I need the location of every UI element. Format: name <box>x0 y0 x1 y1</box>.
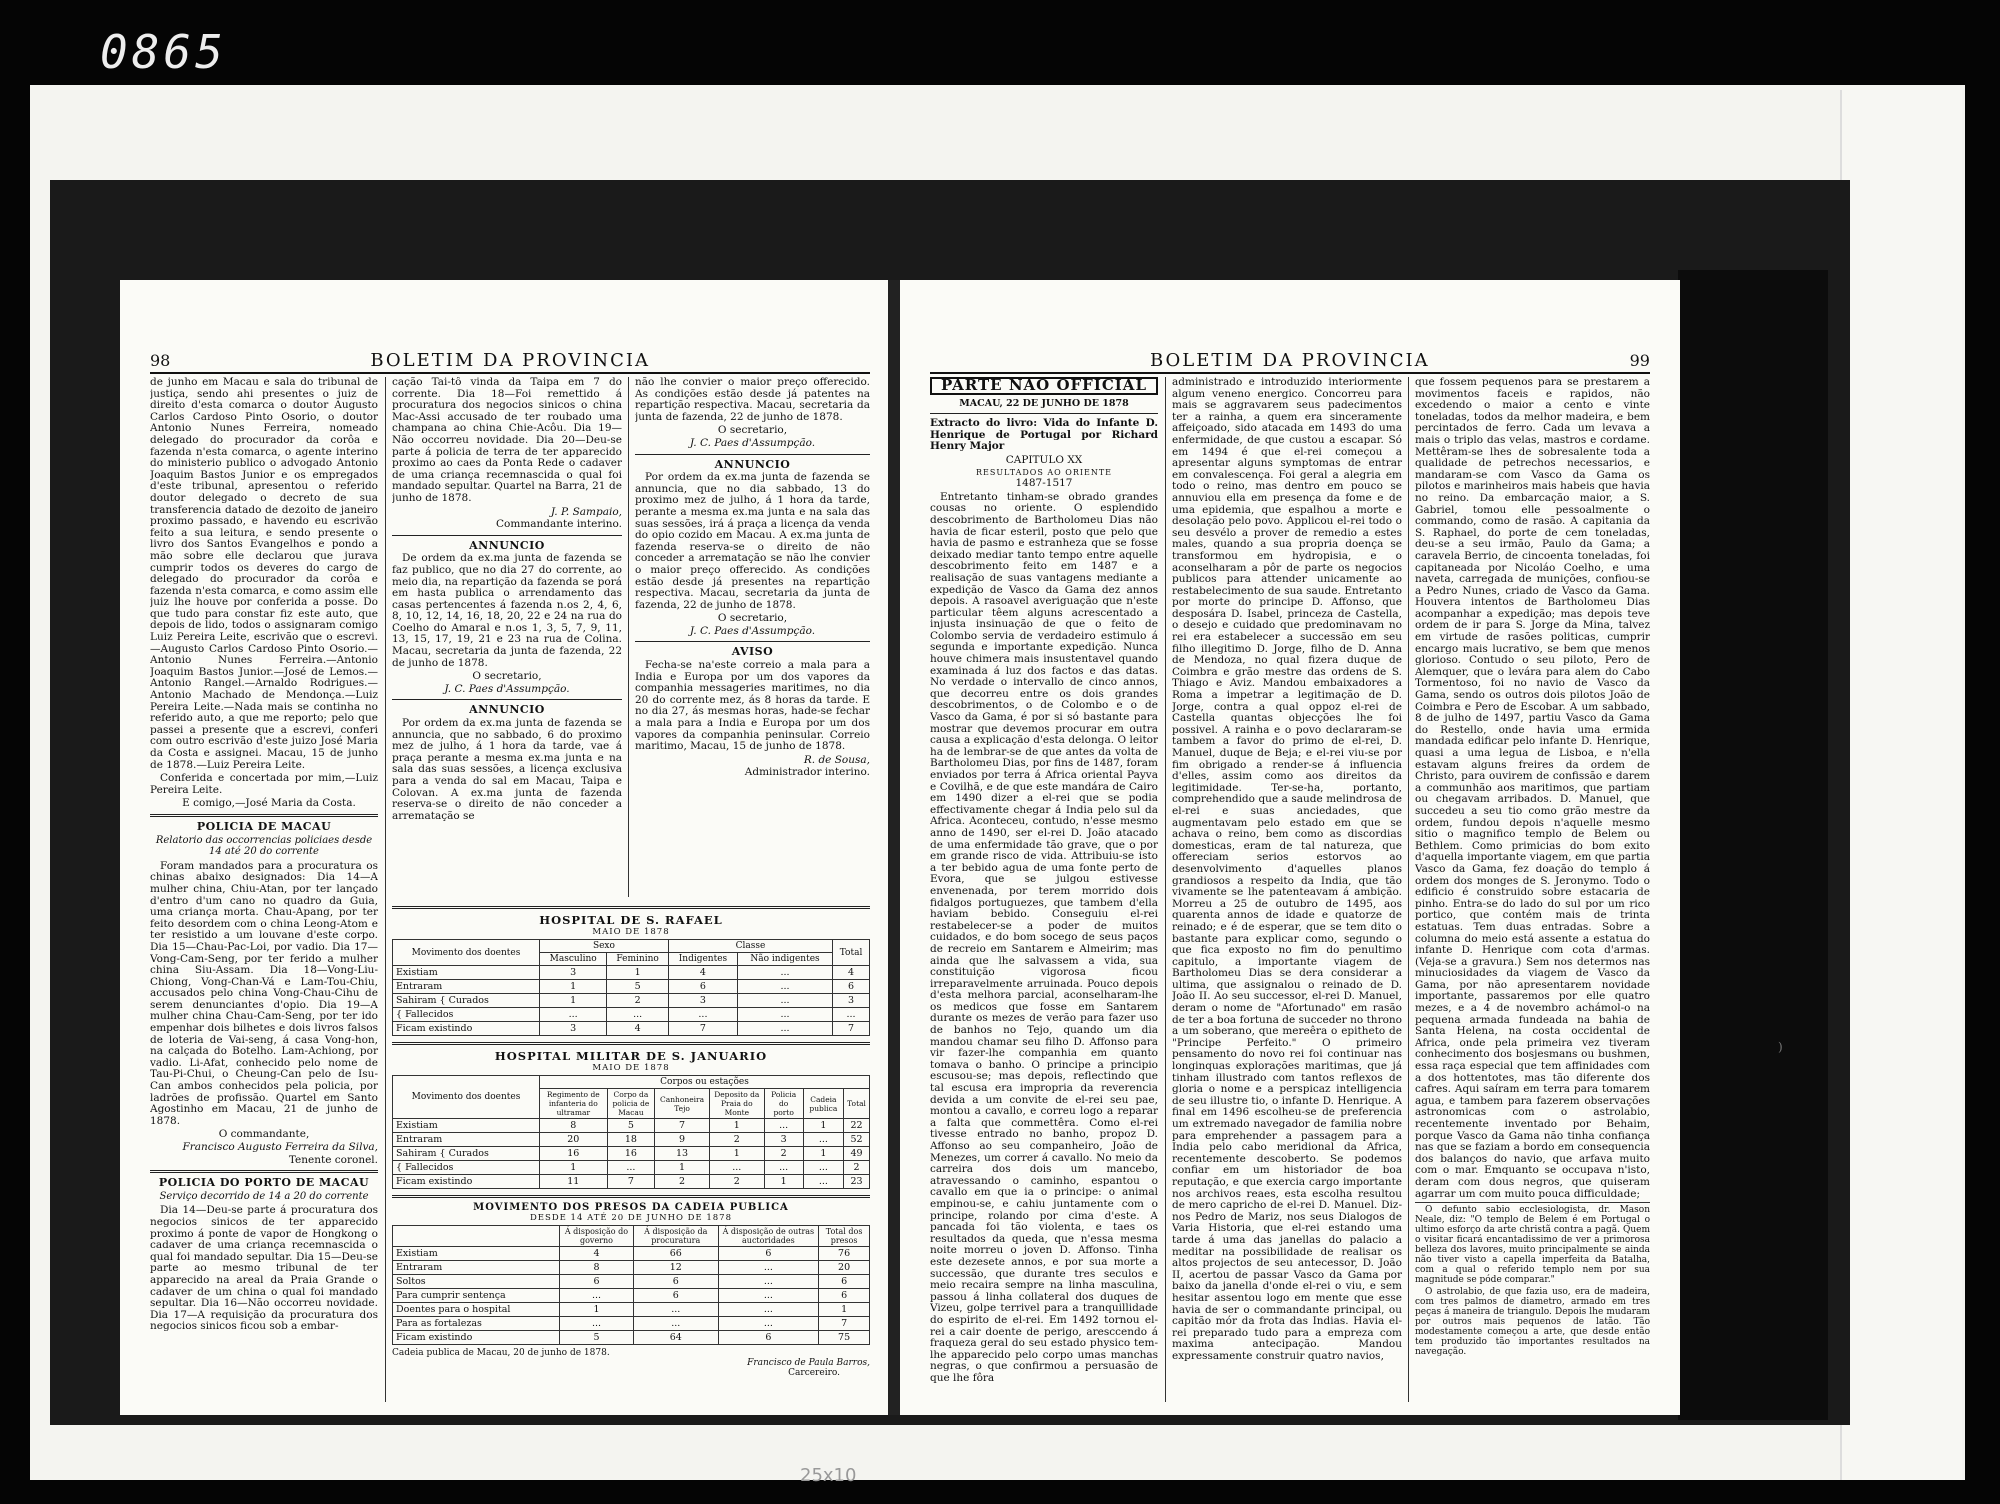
cadeia-cell: ... <box>633 1317 718 1331</box>
footnotes <box>1415 1202 1650 1357</box>
table-row <box>393 1303 870 1317</box>
hosp1-cell: ... <box>737 1008 832 1022</box>
hosp2-cell: 2 <box>709 1175 764 1189</box>
extracto-title: Extracto do livro: Vida do Infante D. Henrique de Portugal por Richard Henry Major <box>930 417 1158 453</box>
dateline: MACAU, 22 DE JUNHO DE 1878 <box>959 397 1129 409</box>
porto-rank: Commandante interino. <box>496 518 622 531</box>
cadeia-cell: ... <box>718 1289 819 1303</box>
reel-number: 0865 <box>100 25 227 79</box>
cadeia-cell: 64 <box>633 1331 718 1345</box>
table-row <box>393 980 870 994</box>
cadeia-cell: 6 <box>633 1289 718 1303</box>
left-col-1 <box>150 377 378 1402</box>
cadeia-cell: 4 <box>560 1247 634 1261</box>
secretario-label: O secretario, <box>717 424 788 437</box>
parte-nao-official: PARTE NÃO OFFICIAL <box>930 377 1158 395</box>
hosp2-col-header: Policia do porto <box>764 1089 803 1119</box>
hosp1-subtitle: MAIO DE 1878 <box>592 927 670 937</box>
cadeia-col-header: Total dos presos <box>819 1226 870 1247</box>
hospital-rafael-block <box>392 902 870 1378</box>
th-nao-indigentes: Não indigentes <box>737 953 832 966</box>
hosp2-row-label: { Fallecidos <box>393 1161 540 1175</box>
hosp1-cell: 3 <box>833 994 870 1008</box>
hosp2-cell: 20 <box>540 1133 608 1147</box>
footnote-1: O defunto sabio ecclesiologista, dr. Mason Neale, diz: "O templo de Belem é em Portugal o ultimo esforço da arte christã contra a pagã. Quem o visitar ficará encantadissimo de ver a primorosa belleza dos lavores, muito principalmente se ainda não tiver visto a capella imperfeita da Batalha, com a qual o referido templo nem por sua magnitude se póde comparar." <box>1415 1205 1650 1286</box>
cadeia-row-label: Doentes para o hospital <box>393 1303 560 1317</box>
table-row <box>393 1289 870 1303</box>
table-row <box>393 1331 870 1345</box>
table-row <box>393 1275 870 1289</box>
hosp2-row-label: Entraram <box>393 1133 540 1147</box>
hosp2-col-header: Canhoneira Tejo <box>655 1089 710 1119</box>
column-rule <box>1408 377 1409 1402</box>
hosp1-cell: ... <box>737 994 832 1008</box>
left-col-2 <box>392 377 622 897</box>
hosp2-cell: 2 <box>764 1147 803 1161</box>
cadeia-cell: ... <box>633 1303 718 1317</box>
hosp1-cell: ... <box>737 980 832 994</box>
hosp2-cell: 23 <box>844 1175 870 1189</box>
hosp1-cell: ... <box>833 1008 870 1022</box>
left-col-3 <box>635 377 870 897</box>
bottom-ghost-label: 25x10 <box>800 1465 857 1486</box>
years: 1487-1517 <box>1015 477 1073 490</box>
table-row <box>393 1133 870 1147</box>
hosp2-cell: 1 <box>803 1147 844 1161</box>
edge-mark: ) <box>1778 1040 1783 1054</box>
hosp1-title: HOSPITAL DE S. RAFAEL <box>539 913 723 927</box>
cadeia-cell: 20 <box>819 1261 870 1275</box>
hosp2-cell: 7 <box>607 1175 655 1189</box>
hosp1-cell: 6 <box>668 980 737 994</box>
cadeia-col-header: Á disposição da procuratura <box>633 1226 718 1247</box>
hosp1-cell: ... <box>737 966 832 980</box>
table-row <box>393 1008 870 1022</box>
cadeia-col-header: Á disposição de outras auctoridades <box>718 1226 819 1247</box>
hosp2-col-header: Corpo da policia de Macau <box>607 1089 655 1119</box>
table-row <box>393 994 870 1008</box>
hosp2-cell: 1 <box>655 1161 710 1175</box>
hosp1-cell: 1 <box>540 980 607 994</box>
cadeia-subtitle: DESDE 14 ATÉ 20 DE JUNHO DE 1878 <box>529 1213 733 1223</box>
cadeia-row-label: Existiam <box>393 1247 560 1261</box>
secretario-label: O secretario, <box>717 612 788 625</box>
hosp2-cell: 1 <box>764 1175 803 1189</box>
policia-cmd: O commandante, <box>218 1128 310 1141</box>
th-classe: Classe <box>668 940 832 953</box>
annuncio-3-text: Por ordem da ex.ma junta de fazenda se annuncia, que no dia sabbado, 13 do proximo mez de julho, á 1 hora da tarde, perante a mesma ex.ma junta e na sala das suas sessões, irá á praça a licença da venda do opio cozido em Macau. A ex.ma junta de fazenda reserva-se o direito de não conceder a arrematação se não lhe convier o maior preço offerecido. As condições estão desde já presentes na repartição respectiva. Macau, secretaria da junta de fazenda, 22 de junho de 1878. <box>635 471 870 611</box>
th-movimento: Movimento dos doentes <box>393 940 540 966</box>
annuncio-2-text: Por ordem da ex.ma junta de fazenda se annuncia, que no sabbado, 6 do proximo mez de julho, á 1 hora da tarde, vae á praça perante a mesma ex.ma junta e na sala das suas sessões, a licença exclusiva para a venda do sal em Macau, Taipa e Colovan. A ex.ma junta de fazenda reserva-se o direito de não conceder a arrematação se <box>392 717 622 822</box>
table-row <box>393 966 870 980</box>
table-row <box>393 1147 870 1161</box>
hosp2-cell: ... <box>803 1133 844 1147</box>
hosp2-cell: 1 <box>709 1147 764 1161</box>
hosp2-cell: 16 <box>540 1147 608 1161</box>
annuncio-heading: ANNUNCIO <box>469 538 545 552</box>
article-col-1: Entretanto tinham-se obrado grandes cousas no oriente. O esplendido descobrimento de Bartholomeu Dias não havia de ficar esteril, posto que pelo que havia de pasmo e estranheza que se fosse deixado mediar tanto tempo entre aquelle descobrimento feito em 1487 e a realisação de suas vantagens mediante a expedição de Vasco da Gama dez annos depois. A rasoavel averiguação que n'este particular têem alguns acrescentado a injusta insinuação de que o feito de Colombo servia de verdadeiro estimulo á segunda e importante expedição. Nunca houve chimera mais insustentavel quando examinada á luz dos factos e das datas. No verdade o intervallo de cinco annos, que decorreu entre os dois grandes descobrimentos, o de Colombo e o de Vasco da Gama, é por si só bastante para mostrar que devemos procurar em outra causa a explicação d'esta delonga. O leitor ha de lembrar-se de que antes da volta de Bartholomeu Dias, por fins de 1487, foram enviados por terra á Africa oriental Payva e Covilhã, e de que este mandára de Cairo em 1490 dizer a el-rei que se podia effectivamente chegar á India pelo sul da Africa. Aconteceu, contudo, n'esse mesmo anno de 1490, ser el-rei D. João atacado de uma enfermidade tão grave, que o por em grande risco de vida. Attribuiu-se isto a ter bebido agua de uma fonte perto de Evora, que se julgou estivesse envenenada, por terem morrido dois fidalgos portuguezes, que tambem d'ella haviam bebido. Conseguiu el-rei restabelecer-se a poder de muitos cuidados, e do bom socego de seus paços de recreio em Santarem e Almeirim; mas ainda que lhe salvassem a vida, sua constituição vigorosa ficou irreparavelmente arruinada. Pouco depois d'esta melhora parcial, aconselharam-lhe os medicos que fosse em Santarem durante os mezes de verão para fazer uso de banhos no Tejo, quando um dia mandou chamar seu filho D. Affonso para vir fazer-lhe companhia em quanto tomava o banho. O principe a principio escusou-se; mas depois, reflectindo que tal escusa era impropria da reverencia devida a um convite de el-rei seu pae, montou a cavallo, e correu logo a reparar a falta que commettêra. Como el-rei tivesse entrado no banho, propoz D. Affonso ao seu companheiro, João de Menezes, um correr á cavallo. No meio da carreira dos dois um mancebo, atravessando o caminho, espantou o cavallo em que ia o principe: o animal empinou-se, e cahiu juntamente com o principe, rolando por cima d'este. A pancada foi tão violenta, e taes os resultados da queda, que n'essa mesma noite morreu o joven D. Affonso. Tinha este dezesete annos, e por sua morte a successão, que durante tres seculos e meio recaira sempre na linha masculina, passou á linha collateral dos duques de Vizeu, golpe terrivel para a tranquillidade do espirito de el-rei. Em 1492 tornou el-rei a cair doente de perigo, aresccendo á fraqueza geral do seu estado physico tem-lhe apparecido pelo corpo umas manchas negras, o que confirmou a persuasão de que lhe fôra <box>930 490 1158 1384</box>
hosp1-cell: ... <box>540 1008 607 1022</box>
th-blank <box>393 1226 560 1247</box>
cadeia-footer: Cadeia publica de Macau, 20 de junho de 1878. <box>392 1348 610 1358</box>
annuncio-1-text: De ordem da ex.ma junta de fazenda se faz publico, que no dia 27 do corrente, ao meio dia, na repartição da fazenda se porá em hasta publica o arrendamento das casas pertencentes á fazenda n.os 2, 4, 6, 8, 10, 12, 14, 16, 18, 20, 22 e 24 na rua do Coelho do Amaral e n.os 1, 3, 5, 7, 9, 11, 13, 15, 17, 19, 21 e 23 na rua de Colina. Macau, secretaria da junta de fazenda, 22 de junho de 1878. <box>392 552 622 669</box>
hosp1-cell: 3 <box>540 966 607 980</box>
article-col-2: administrado e introduzido interiormente algum veneno energico. Concorreu para mais se aggravarem seus padecimentos ter a rainha, a quem era sinceramente affeiçoado, sido atacada em 1493 do uma enfermidade, de que custou a escapar. Só em 1494 é que el-rei começou a apresentar alguns symptomas de entrar em convalescença. Foi geral a alegria em todo o reino, mas dentro em pouco se annuviou ella em presença da fome e de uma epidemia, que espalhou a morte e desolação pelo povo. Applicou el-rei todo o seu desvélo a prover de remedio a estes males, quando a sua propria doença se transformou em hydropisia, e o aconselharam a pôr de parte os negocios publicos para attender unicamente ao restabelecimento de sua saude. Entretanto por morte do principe D. Affonso, que desposára D. Isabel, princeza de Castella, o desejo e cuidado que predominavam no rei era estabelecer a successão em seu filho illegitimo D. Jorge, filho de D. Anna de Mendoza, no qual fizera duque de Coimbra e grão mestre das ordens de S. Thiago e Aviz. Mandou embaixadores a Roma a impetrar a legitimação de D. Jorge, contra a qual oppoz el-rei de Castella quantas objecções lhe foi possivel. A rainha e o povo declararam-se tambem a favor do primo de el-rei, D. Manuel, duque de Beja; e el-rei viu-se por fim obrigado a render-se á influencia d'elles, assim como aos direitos da legitimidade. Ter-se-ha, portanto, comprehendido que a saude melindrosa de el-rei e suas anciedades, que augmentavam pelo estado em que se achava o reino, bem como as discordias domesticas, eram de tal natureza, que offereciam serios estorvos ao desenvolvimento d'aquelles planos grandiosos a respeito da India, que tão vivamente se lhe patenteavam á ambição. Morreu a 25 de outubro de 1495, aos quarenta annos de idade e quatorze de reinado; e é de esperar, que se tem dito o bastante para explicar como, segundo o que fica exposto no fim do penultimo capitulo, a importante viagem de Bartholomeu Dias se dera considerar a ultima, que assignalou o reinado de D. João II. Ao seu successor, el-rei D. Manuel, deram o nome de "Afortunado" em rasão de ter a boa fortuna de succeder no throno a um soberano, que mereêra o epitheto de "Principe Perfeito." O primeiro pensamento do novo rei foi continuar nas longinquas explorações maritimas, que já tinham illustrado com tantos reflexos de gloria o nome e a perspicaz intelligencia de seu illustre tio, o infante D. Henrique. A final em 1496 escolheu-se de preferencia um extremado navegador de familia nobre para emprehender a passagem para a India pelo cabo meridional da Africa, recentemente descoberto. Se podemos confiar em um historiador de boa reputação, e que exercia cargo importante nos archivos reaes, esta escolha resultou de mero capricho de el-rei D. Manuel. Diz-nos Pedro de Mariz, nos seus Dialogos de Varia Historia, que el-rei estando uma tarde á uma das janellas do palacio a meditar na possibilidade de realisar os altos projectos de seu antecessor, D. João II, acertou de passar Vasco da Gama por baixo da janella d'onde el-rei o viu, e sem hesitar assentou logo em mente que esse havia de ser o commandante principal, ou capitão mór da frota das Indias. Havia el-rei preparado tudo para a empreza com maxima antecipação. Mandou expressamente construir quatro navios, <box>1172 377 1402 1362</box>
cadeia-col-header: Á disposição do governo <box>560 1226 634 1247</box>
cadeia-cell: ... <box>718 1317 819 1331</box>
cadeia-cell: 1 <box>819 1303 870 1317</box>
hosp2-cell: 2 <box>709 1133 764 1147</box>
hosp2-col-header: Total <box>844 1089 870 1119</box>
hosp2-col-header: Regimento de infanteria do ultramar <box>540 1089 608 1119</box>
page-number: 98 <box>150 350 171 370</box>
policia-title: POLICIA DE MACAU <box>196 819 332 833</box>
cadeia-row-label: Ficam existindo <box>393 1331 560 1345</box>
secretario-label: O secretario, <box>472 670 542 683</box>
hosp1-row-label: Entraram <box>393 980 540 994</box>
comigo-text: E comigo,—José Maria da Costa. <box>182 797 356 810</box>
hosp1-table <box>392 939 870 1036</box>
hosp1-cell: 4 <box>668 966 737 980</box>
cadeia-row-label: Para cumprir sentença <box>393 1289 560 1303</box>
right-page <box>900 280 1680 1415</box>
hosp2-subtitle: MAIO DE 1878 <box>592 1063 670 1073</box>
resultados: RESULTADOS AO ORIENTE <box>975 467 1113 477</box>
porto-subtitle: Serviço decorrido de 14 a 20 do corrente <box>159 1190 369 1202</box>
cadeia-cell: 6 <box>819 1275 870 1289</box>
aviso-text: Fecha-se na'este correio a mala para a India e Europa por um dos vapores da companhia messageries maritimes, no dia 20 do corrente mez, ás 8 horas da tarde. E no dia 27, ás mesmas horas, hade-se fechar a mala para a India e Europa por um dos vapores da companhia peninsular. Correio maritimo, Macau, 15 de junho de 1878. <box>635 659 870 753</box>
right-page-header <box>930 348 1650 374</box>
hosp2-cell: 1 <box>540 1161 608 1175</box>
cadeia-cell: 6 <box>633 1275 718 1289</box>
hosp2-cell: 1 <box>803 1119 844 1133</box>
left-page-header <box>150 348 870 374</box>
table-row <box>393 1119 870 1133</box>
cadeia-cell: ... <box>560 1317 634 1331</box>
hosp1-cell: ... <box>737 1022 832 1036</box>
article-col-3: que fossem pequenos para se prestarem a movimentos faceis e rapidos, não excedendo o maior a cento e vinte toneladas, todos da melhor madeira, e bem percintados de ferro. Cada um levava a mais o triplo das velas, mastros e cordame. Mettêram-se lhes de sobresalente toda a qualidade de petrechos necessarios, e mandaram-se com Vasco da Gama os pilotos e marinheiros mais habeis que havia no reino. Da embarcação maior, a S. Gabriel, tomou elle pessoalmente o commando, como de rasão. A capitania da S. Raphael, do porte de cem toneladas, deu-se a seu irmão, Paulo da Gama; a caravela Berrio, de cincoenta toneladas, foi capitaneada por Nicoláo Coelho, e uma naveta, carregada de munições, confiou-se a Pedro Nunes, criado de Vasco da Gama. Houvera intentos de Bartholomeu Dias acompanhar a expedição; mas depois teve ordem de ir para S. Jorge da Mina, talvez em virtude de rasões politicas, cumprir encargo mais lucrativo, se bem que menos glorioso. Contudo o seu piloto, Pero de Alemquer, que o levára para alem do Cabo Tormentoso, foi no navio de Vasco da Gama, sendo os outros dois pilotos João de Coimbra e Pero de Escobar. A um sabbado, 8 de julho de 1497, partiu Vasco da Gama do Restello, onde havia uma ermida mandada edificar pelo infante D. Henrique, quasi a uma legua de Lisboa, e n'ella estavam alguns freires da ordem de Christo, para ouvirem de confissão e darem a communhão aos maritimos, que partiam ou chegavam arribados. D. Manuel, que succedeu a seu tio como grão mestre da ordem, fundou depois n'aquelle mesmo sitio o magnifico templo de Belem ou Bethlem. Como primicias do bom exito d'aquella importante viagem, em que partia Vasco da Gama, fez doação do templo á ordem dos monges de S. Jeronymo. Todo o edificio é construido sobre estacaria de pinho. Entra-se do lado do sul por um rico portico, que contém mais de trinta estatuas. Tem duas entradas. Sobre a columna do meio está assente a estatua do infante D. Henrique com cota d'armas. (Veja-se a gravura.) Sem nos determos nas minuciosidades da viagem de Vasco da Gama, por não apresentarem novidade importante, passaremos por elle quatro mezes, e a 4 de novembro achámol-o na pequena armada fundeada na bahia de Santa Helena, na costa occidental de Africa, onde pela primeira vez tiveram conhecimento dos bosjesmans ou bushmen, essa raça especial que tem affinidades com a dos hottentotes, mas tão diferente dos cafres. Aqui saíram em terra para tomarem agua, e tambem para fazerem observações astronomicas com o astrolabio, recentemente inventado por Behaim, porque Vasco da Gama não tinha confiança nas que se faziam a bordo em consequencia dos balanços do navio, que arfava muito com o mar. Emquanto se occupava n'isto, deram com dous negros, que quiseram agarrar um com muito pouca difficuldade; <box>1415 377 1650 1200</box>
hosp1-row-label: Ficam existindo <box>393 1022 540 1036</box>
porto-text: Dia 14—Deu-se parte á procuratura dos negocios sinicos de ter apparecido proximo á ponte de vapor de Hongkong o cadaver de uma criança recemnascida o qual foi mandado sepultar. Dia 15—Deu-se parte ao mesmo tribunal de ter apparecido na areal da Praia Grande o cadaver de um china o qual foi mandado sepultar. Dia 16—Não occorreu novidade. Dia 17—A requisição da procuratura dos negocios sinicos ficou sob a embar- <box>150 1204 378 1333</box>
hosp2-cell: 7 <box>655 1119 710 1133</box>
hosp2-cell: 22 <box>844 1119 870 1133</box>
cadeia-cell: 1 <box>560 1303 634 1317</box>
policia-subtitle: Relatorio das occorrencias policiaes desde 14 até 20 do corrente <box>155 834 373 858</box>
hosp2-col-header: Deposito da Praia do Monte <box>709 1089 764 1119</box>
hosp2-table <box>392 1075 870 1189</box>
cadeia-cell: 66 <box>633 1247 718 1261</box>
cadeia-sig: Francisco de Paula Barros, <box>747 1358 870 1368</box>
th-indigentes: Indigentes <box>668 953 737 966</box>
hosp2-col-header: Cadeia publica <box>803 1089 844 1119</box>
hosp2-cell: 18 <box>607 1133 655 1147</box>
th-sexo: Sexo <box>540 940 669 953</box>
hosp2-row-label: Sahiram { Curados <box>393 1147 540 1161</box>
secretario-name: J. C. Paes d'Assumpção. <box>444 682 570 695</box>
porto-cont-text: cação Tai-tô vinda da Taipa em 7 do corrente. Dia 18—Foi remettido á procuratura dos negocios sinicos o china Mac-Assi accusado de ter roubado uma champana ao china Chie-Acôu. Dia 19—Não occorreu novidade. Dia 20—Deu-se parte á policia de terra de ter apparecido proximo ao caes da Ponta Rede o cadaver de uma criança recemnascida o qual foi mandado sepultar. Quartel na Barra, 21 de junho de 1878. <box>392 377 622 504</box>
hosp1-cell: ... <box>607 1008 669 1022</box>
page-title: BOLETIM DA PROVINCIA <box>1149 349 1430 371</box>
cadeia-row-label: Para as fortalezas <box>393 1317 560 1331</box>
right-col-2 <box>1172 377 1402 1402</box>
cadeia-cell: ... <box>560 1289 634 1303</box>
hosp1-cell: 7 <box>833 1022 870 1036</box>
table-row <box>393 1261 870 1275</box>
hosp2-cell: ... <box>803 1175 844 1189</box>
hosp1-cell: ... <box>668 1008 737 1022</box>
table-row <box>393 1022 870 1036</box>
policia-name: Francisco Augusto Ferreira da Silva, <box>182 1141 378 1153</box>
cadeia-cell: 5 <box>560 1331 634 1345</box>
hosp1-cell: 4 <box>833 966 870 980</box>
table-row <box>393 1317 870 1331</box>
column-rule <box>1165 377 1166 1402</box>
cadeia-cell: ... <box>718 1261 819 1275</box>
hosp2-cell: 2 <box>655 1175 710 1189</box>
page-shadow <box>1678 270 1828 1420</box>
cadeia-cell: 6 <box>560 1275 634 1289</box>
cadeia-title: MOVIMENTO DOS PRESOS DA CADEIA PUBLICA <box>473 1202 789 1213</box>
cadeia-cell: 6 <box>718 1331 819 1345</box>
hosp1-cell: 1 <box>607 966 669 980</box>
hosp2-cell: 13 <box>655 1147 710 1161</box>
hosp1-cell: 3 <box>540 1022 607 1036</box>
capitulo: CAPITULO XX <box>1005 453 1083 466</box>
hosp2-cell: ... <box>764 1119 803 1133</box>
hosp2-cell: 1 <box>709 1119 764 1133</box>
hosp2-row-label: Existiam <box>393 1119 540 1133</box>
policia-rank: Tenente coronel. <box>288 1153 378 1166</box>
footnote-2: O astrolabio, de que fazia uso, era de madeira, com tres palmos de diametro, armado em tres peças á maneira de triangulo. Depois lhe mudaram por outros mais pequenos de latão. Tão modestamente começou a arte, que desde então tem produzido tão importantes resultados na navegação. <box>1415 1287 1650 1358</box>
hosp2-cell: 3 <box>764 1133 803 1147</box>
hosp2-cell: 9 <box>655 1133 710 1147</box>
hosp2-cell: 52 <box>844 1133 870 1147</box>
cadeia-cell: 75 <box>819 1331 870 1345</box>
hosp1-cell: 5 <box>607 980 669 994</box>
th-masculino: Masculino <box>540 953 607 966</box>
hosp2-cell: ... <box>709 1161 764 1175</box>
secretario-name: J. C. Paes d'Assumpção. <box>689 436 816 449</box>
cadeia-cell: 8 <box>560 1261 634 1275</box>
table-row <box>393 1247 870 1261</box>
hosp2-cell: 49 <box>844 1147 870 1161</box>
hosp2-cell: ... <box>764 1161 803 1175</box>
hosp1-cell: 4 <box>607 1022 669 1036</box>
cadeia-cell: 6 <box>718 1247 819 1261</box>
cadeia-cell: 76 <box>819 1247 870 1261</box>
aviso-rank: Administrador interino. <box>744 766 870 779</box>
hosp2-cell: ... <box>607 1161 655 1175</box>
cadeia-cell: 7 <box>819 1317 870 1331</box>
cadeia-table <box>392 1225 870 1345</box>
microfilm-frame <box>30 85 1965 1486</box>
book-background <box>50 180 1850 1425</box>
hosp2-cell: ... <box>803 1161 844 1175</box>
th-total: Total <box>833 940 870 966</box>
secretario-name: J. C. Paes d'Assumpção. <box>689 624 816 637</box>
table-row <box>393 1175 870 1189</box>
film-edge <box>1840 90 1962 1480</box>
annuncio-2-cont: não lhe convier o maior preço offerecido. As condições estão desde já patentes na repartição respectiva. Macau, secretaria da junta de fazenda, 22 de junho de 1878. <box>635 377 870 423</box>
hosp2-cell: 11 <box>540 1175 608 1189</box>
cadeia-rank: Carcereiro. <box>788 1368 840 1378</box>
policia-text: Foram mandados para a procuratura os chinas abaixo designados: Dia 14—A mulher china, Chiu-Atan, por ter lançado d'entro d'um cano no quadro da Guia, uma criança morta. Chau-Apang, por ter feito desordem com o china Leong-Atom e ter resistido a um louvane d'este corpo. Dia 15—Chau-Pac-Loi, por vadio. Dia 17—Vong-Cam-Seng, por ter ferido a mulher china Siu-Assam. Dia 18—Vong-Liu-Chiong, Vong-Chan-Vá e Lam-Tou-Chiu, accusados pelo china Vong-Chau-Cihu de serem denunciantes d'opio. Dia 19—A mulher china Chau-Cam-Seng, por ter ido empenhar dois bilhetes e dois livros falsos de loteria de Vai-seng, á casa Vong-hon, na calçada do Botelho. Lam-Achiong, por vadio. Li-Afat, conhecido pelo nome de Tau-Pi-Chui, o Cheung-Can pelo de Isu-Can ambos conhecidos pela policia, por ladrões de profissão. Quartel em Santo Agostinho em Macau, 21 de junho de 1878. <box>150 859 378 1127</box>
hosp2-title: HOSPITAL MILITAR DE S. JANUARIO <box>494 1049 768 1063</box>
cadeia-cell: 12 <box>633 1261 718 1275</box>
hosp1-row-label: { Fallecidos <box>393 1008 540 1022</box>
hosp1-cell: 3 <box>668 994 737 1008</box>
porto-sig: J. P. Sampaio, <box>550 505 622 518</box>
hosp1-row-label: Existiam <box>393 966 540 980</box>
auto-text: de junho em Macau e sala do tribunal de justiça, sendo ahi presentes o juiz de direito d'esta comarca o doutor Augusto Carlos Cardoso Pinto Osorio, o doutor Antonio Nunes Ferreira, nomeado delegado do procurador da corôa e fazenda n'esta comarca, o agente interino do ministerio publico o advogado Antonio Joaquim Bastos Junior e os empregados d'este tribunal, apresentou o referido doutor delegado o decreto de sua transferencia datado de dezoito de janeiro proximo passado, e havendo eu escrivão feito a sua leitura, e sendo presente o livro dos Santos Evangelhos e pondo a mão sobre elle declarou que jurava cumprir todos os deveres do cargo de delegado do procurador da corôa e fazenda n'esta comarca, e como assim elle juiz lhe houve por conferida a posse. Do que tudo para constar fiz este auto, que depois de lido, todos o assignaram comigo Luiz Pereira Leite, escrivão que o escrevi.—Augusto Carlos Cardoso Pinto Osorio.—Antonio Nunes Ferreira.—Antonio Joaquim Bastos Junior.—José de Lemos.—Antonio Rangel.—Arnaldo Rodrigues.—Antonio Machado de Mendonça.—Luiz Pereira Leite.—Nada mais se continha no referido auto, a que me reporto; pelo que passei a presente que a escrevi, conferi com outro escrivão d'este juizo José Maria da Costa e assignei. Macau, 15 de junho de 1878.—Luiz Pereira Leite. <box>150 377 378 771</box>
cadeia-cell: ... <box>718 1303 819 1317</box>
cadeia-row-label: Entraram <box>393 1261 560 1275</box>
annuncio-heading-2: ANNUNCIO <box>469 703 545 717</box>
column-rule <box>385 377 386 1402</box>
right-col-3 <box>1415 377 1650 1402</box>
cadeia-cell: 6 <box>819 1289 870 1303</box>
hosp1-cell: 6 <box>833 980 870 994</box>
cadeia-cell: ... <box>718 1275 819 1289</box>
right-col-1 <box>930 377 1158 1402</box>
hosp2-cell: 5 <box>607 1119 655 1133</box>
th-feminino: Feminino <box>607 953 669 966</box>
hosp1-cell: 1 <box>540 994 607 1008</box>
left-page <box>120 280 900 1415</box>
hosp2-cell: 2 <box>844 1161 870 1175</box>
annuncio-heading-3: ANNUNCIO <box>714 457 791 471</box>
hosp1-row-label: Sahiram { Curados <box>393 994 540 1008</box>
column-rule <box>628 377 629 897</box>
th-corpos: Corpos ou estações <box>540 1076 870 1089</box>
hosp2-cell: 8 <box>540 1119 608 1133</box>
hosp2-cell: 16 <box>607 1147 655 1161</box>
porto-title: POLICIA DO PORTO DE MACAU <box>158 1176 370 1190</box>
confer-text: Conferida e concertada por mim,—Luiz Pereira Leite. <box>150 772 378 796</box>
table-row <box>393 1161 870 1175</box>
hosp2-row-label: Ficam existindo <box>393 1175 540 1189</box>
th-movimento: Movimento dos doentes <box>393 1076 540 1119</box>
hosp1-cell: 2 <box>607 994 669 1008</box>
aviso-heading: AVISO <box>731 645 774 659</box>
hosp1-cell: 7 <box>668 1022 737 1036</box>
aviso-sig: R. de Sousa, <box>803 753 870 766</box>
cadeia-row-label: Soltos <box>393 1275 560 1289</box>
page-title: BOLETIM DA PROVINCIA <box>370 349 651 371</box>
page-number: 99 <box>1629 350 1650 370</box>
